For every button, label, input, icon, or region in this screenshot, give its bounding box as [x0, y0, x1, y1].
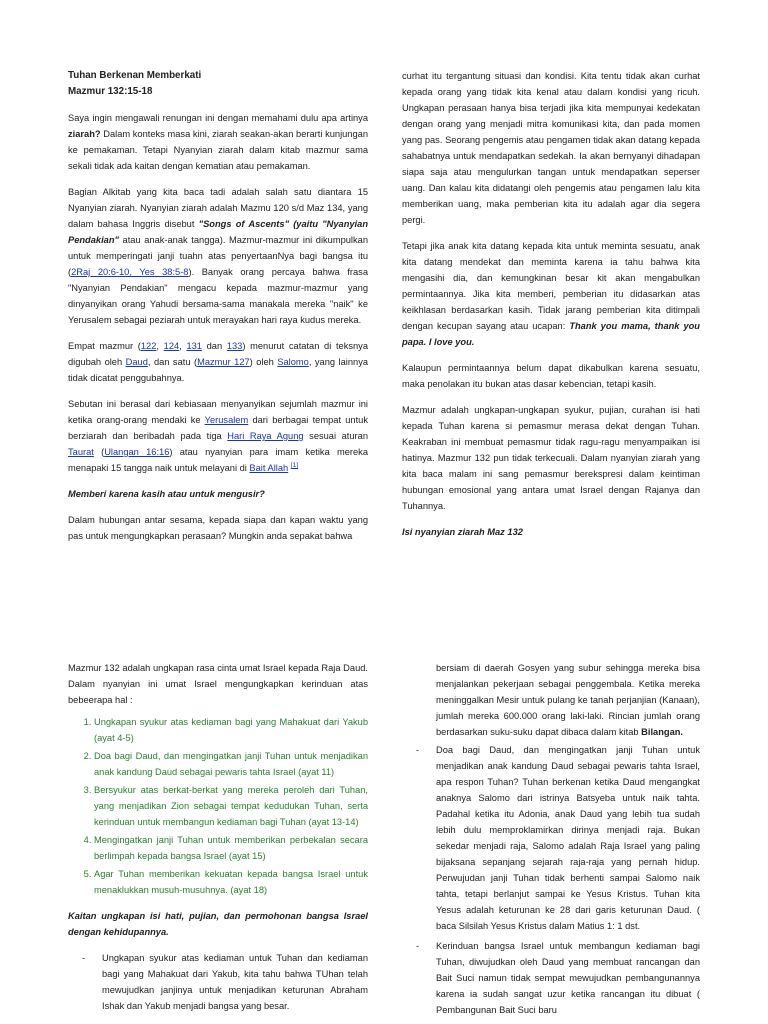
paragraph-nyanyian-ziarah: Bagian Alkitab yang kita baca tadi adalah salah satu diantara 15 Nyanyian ziarah. Nyanyian ziarah adalah Mazmu 120 s/d Maz 134, yang dalam bahasa Inggris disebut "Songs of Ascents" (yaitu "Nyanyian Pendakian" atau anak-anak tangga). Mazmur-mazmur ini dikumpulkan untuk memperingati janji tuahn atas penyertaanNya bagi bangsa itu (2Raj 20:6-10, Yes 38:5-8). Banyak orang percaya bahwa frasa "Nyanyian Pendakian" mengacu kepada mazmur-mazmur yang dinyanyikan orang Yahudi bersama-sama manakala mereka "naik" ke Yerusalem sebagai peziarah untuk merayakan hari raya kudus mereka. — [68, 187, 368, 325]
paragraph-kalaupun: Kalaupun permintaannya belum dapat dikabulkan karena sesuatu, maka penolakan itu bukan atas dasar kebencian, tetapi kasih. — [402, 363, 700, 389]
list-item: - Ungkapan syukur atas kediaman untuk Tuhan dan kediaman bagi yang Mahakuat dari Yakub, kita tahu bahwa TUhan telah mewujudkan janjinya untuk menjadikan keturunan Abraham Ishak dan Yakub menjadi bangsa yang besar. — [68, 950, 368, 1014]
list-item: 3. Bersyukur atas berkat-berkat yang mereka peroleh dari Tuhan, yang menjadikan Zion sebagai tempat kedudukan Tuhan, serta kerinduan untuk membangun kediaman bagi Tuhan (ayat 13-14) — [94, 782, 368, 830]
link-hari-raya-agung[interactable]: Hari Raya Agung — [227, 431, 304, 441]
link-daud[interactable]: Daud — [125, 357, 148, 367]
list-item: - Kerinduan bangsa Israel untuk membangun kediaman bagi Tuhan, diwujudkan oleh Daud yang membuat rancangan dan Bait Suci namun tidak sempat mewujudkan pembangunannya karena ia sudah sangat uzur ketika rancangan itu dibuat ( Pembangunan Bait Suci baru — [402, 938, 700, 1018]
paragraph-ziarah: Saya ingin mengawali renungan ini dengan memahami dulu apa artinya ziarah? Dalam konteks masa kini, ziarah seakan-akan berarti kunjungan ke pemakaman. Tetapi Nyanyian ziarah dalam kitab mazmur sama sekali tidak ada kaitan dengan kematian atau pemakaman. — [68, 113, 368, 171]
top-right-column — [402, 68, 700, 550]
link-salomo[interactable]: Salomo — [277, 357, 309, 367]
document-subtitle: Mazmur 132:15-18 — [68, 86, 153, 97]
section-heading-memberi: Memberi karena kasih atau untuk mengusir? — [68, 489, 265, 499]
numbered-list — [68, 714, 368, 898]
paragraph-anak-kita: Tetapi jika anak kita datang kepada kita untuk meminta sesuatu, anak kita datang mendekat dan meminta karena ia tahu bahwa kita mengasihi dia, dan kemungkinan besar kit akan mengabulkan permintaannya. Jika kita memberi, pemberian itu didasarkan atas keikhlasan berdasarkan kasih. Tidak jarang pemberian kita ditimpali dengan kecupan sayang atau ucapan: Thank you mama, thank you papa. I love you. — [402, 241, 700, 347]
link-yerusalem[interactable]: Yerusalem — [204, 415, 249, 425]
section-heading-kaitan: Kaitan ungkapan isi hati, pujian, dan permohonan bangsa Israel dengan kehidupannya. — [68, 911, 368, 937]
section-heading-isi: Isi nyanyian ziarah Maz 132 — [402, 527, 523, 537]
list-item: - Doa bagi Daud, dan mengingatkan janji Tuhan untuk menjadikan anak kandung Daud sebagai pewaris tahta Israel, apa respon Tuhan? Tuhan berkenan ketika Daud mengangkat anaknya Salomo dari istrinya Batsyeba untuk naik tahta. Padahal ketika itu Adonia, anak Daud yang lebih tua sudah lebih dulu memproklamirkan dirinya menjadi raja. Bukan sekedar menjadi raja, Salomo adalah Raja Israel yang paling bijaksana sepanjang sejarah raja-raja yang pernah hidup. Perwujudan janji Tuhan tidak berhenti sampai Salomo naik tahta, tetapi berlanjut sampai ke Yesus Kristus. Tuhan kita Yesus adalah keturunan ke 28 dari garis keturunan Daud. ( baca Silsilah Yesus Kristus dalam Matius 1: 1 dst. — [402, 742, 700, 934]
footnote-ref[interactable]: [1] — [290, 461, 299, 469]
link-mazmur-124[interactable]: 124 — [163, 341, 180, 351]
dash-list — [68, 950, 368, 1014]
link-taurat[interactable]: Taurat — [68, 447, 94, 457]
link-mazmur-133[interactable]: 133 — [226, 341, 243, 351]
paragraph-mazmur-ungkapan: Mazmur adalah ungkapan-ungkapan syukur, pujian, curahan isi hati kepada Tuhan karena si pemasmur merasa dekat dengan Tuhan. Keakraban ini membuat pemasmur tidak ragu-ragu menyampaikan isi hatinya. Mazmur 132 pun tidak terkecuali. Dalam nyanyian ziarah yang kita baca malam ini sang pemasmur berekspresi dalam keintiman hubungan emosional yang antara umat Israel dengan Rajanya dan Tuhannya. — [402, 405, 700, 511]
paragraph-mazmur-132: Mazmur 132 adalah ungkapan rasa cinta umat Israel kepada Raja Daud. Dalam nyanyian ini umat Israel mengungkapkan kerinduan atas bebeerapa hal : — [68, 663, 368, 705]
list-item: 5. Agar Tuhan memberikan kekuatan kepada bangsa Israel untuk menaklukkan musuh-musuhnya. (ayat 18) — [94, 866, 368, 898]
continued-paragraph: bersiam di daerah Gosyen yang subur sehingga mereka bisa menjalankan pekerjaan sebagai penggembala. Ketika mereka meninggalkan Mesir untuk pulang ke tanah perjanjian (Kanaan), jumlah mereka 600.000 orang laki-laki. Rincian jumlah orang berdasarkan suku-suku dapat dibaca dalam kitab Bilangan. — [436, 663, 700, 737]
bottom-left-column — [68, 660, 368, 1018]
dash-list — [402, 742, 700, 1018]
list-item: 2. Doa bagi Daud, dan mengingatkan janji Tuhan untuk menjadikan anak kandung Daud sebagai pewaris tahta Israel (ayat 11) — [94, 748, 368, 780]
bottom-right-column — [402, 660, 700, 1022]
link-bait-allah[interactable]: Bait Allah — [249, 463, 289, 473]
top-left-column — [68, 68, 368, 554]
scripture-link[interactable]: 2Raj 20:6-10, Yes 38:5-8 — [71, 267, 189, 277]
paragraph-empat-mazmur: Empat mazmur (122, 124, 131 dan 133) menurut catatan di teksnya digubah oleh Daud, dan satu (Mazmur 127) oleh Salomo, yang lainnya tidak dicatat penggubahnya. — [68, 341, 369, 383]
paragraph-curhat: curhat itu tergantung situasi dan kondisi. Kita tentu tidak akan curhat kepada orang yang tidak kita kenal atau dalam kondisi yang ricuh. Ungkapan perasaan hanya bisa terjadi jika kita mempunyai kedekatan dengan orang yang menjadi mitra komunikasi kita, dan pada momen yang pas. Seorang pengemis atau pengamen tidak akan datang kepada sahabatnya untuk mendapatkan sedekah. Ia akan bernyanyi dihadapan siapa saja atau mengulurkan tangan untuk mendapatkan seperser uang. Dan kalau kita didatangi oleh pengemis atau pengamen lalu kita memberikan uang, maka pemberian kita itu adalah agar dia segera pergi. — [402, 71, 700, 225]
link-mazmur-122[interactable]: 122 — [140, 341, 157, 351]
link-mazmur-131[interactable]: 131 — [186, 341, 202, 351]
link-mazmur-127[interactable]: Mazmur 127 — [197, 357, 250, 367]
paragraph-sebutan: Sebutan ini berasal dari kebiasaan menyanyikan sejumlah mazmur ini ketika orang-orang mendaki ke Yerusalem dari berbagai tempat untuk berziarah dan beribadah pada tiga Hari Raya Agung sesuai aturan Taurat (Ulangan 16:16) atau nyanyian para imam ketika mereka menapaki 15 tangga naik untuk melayani di Bait Allah [1] — [68, 399, 369, 473]
paragraph-hubungan: Dalam hubungan antar sesama, kepada siapa dan kapan waktu yang pas untuk mengungkapkan perasaan? Mungkin anda sepakat bahwa — [68, 515, 368, 541]
list-item: 1. Ungkapan syukur atas kediaman bagi yang Mahakuat dari Yakub (ayat 4-5) — [94, 714, 368, 746]
link-ulangan[interactable]: Ulangan 16:16 — [104, 447, 170, 457]
document-title: Tuhan Berkenan Memberkati — [68, 70, 202, 81]
list-item: 4. Mengingatkan janji Tuhan untuk memberikan perbekalan secara berlimpah kepada bangsa Israel (ayat 15) — [94, 832, 368, 864]
